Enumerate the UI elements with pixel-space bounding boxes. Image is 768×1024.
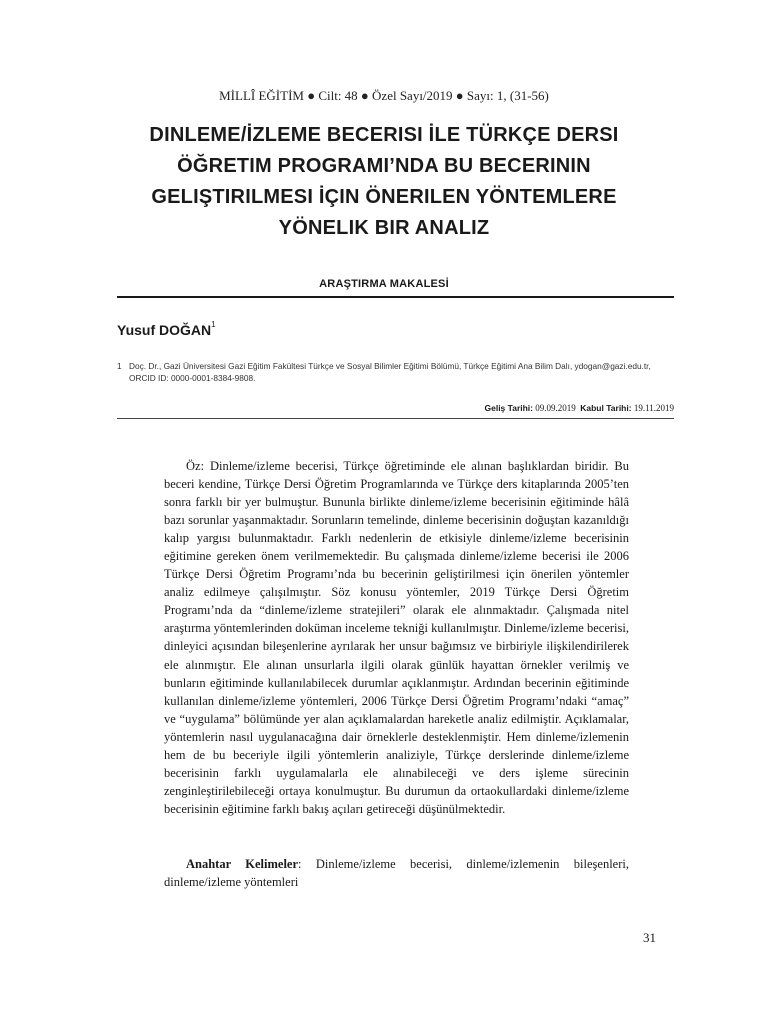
received-date: 09.09.2019 — [535, 403, 576, 413]
title-line: YÖNELIK BIR ANALIZ — [278, 217, 490, 239]
section-divider — [117, 296, 674, 298]
received-label: Geliş Tarihi: — [484, 403, 533, 413]
author-name-text: Yusuf DOĞAN — [117, 322, 212, 338]
keywords-text: : Dinleme/izleme becerisi, dinleme/izlemenin bileşenleri, dinleme/izleme yöntemleri — [164, 857, 629, 890]
article-title — [100, 120, 668, 244]
author-footnote — [117, 360, 674, 384]
title-line: GELIŞTIRILMESI İÇIN ÖNERILEN YÖNTEMLERE — [151, 186, 617, 208]
keywords-label: Anahtar Kelimeler — [186, 857, 299, 871]
page-number: 31 — [643, 930, 656, 945]
abstract — [164, 457, 629, 818]
submission-dates — [485, 403, 675, 413]
author-name — [117, 322, 216, 338]
accepted-date: 19.11.2019 — [633, 403, 674, 413]
header-divider — [117, 418, 674, 419]
abstract-label: Öz — [186, 459, 201, 473]
accepted-label: Kabul Tarihi: — [580, 403, 632, 413]
footnote-text: Doç. Dr., Gazi Üniversitesi Gazi Eğitim Fakültesi Türkçe ve Sosyal Bilimler Eğitimi Bölümü, Türkçe Eğitimi Ana Bilim Dalı, ydogan@gazi.edu.tr, ORCID ID: 0000-0001-8384-9808. — [129, 361, 651, 383]
author-footnote-mark: 1 — [211, 320, 216, 330]
title-line: DINLEME/İZLEME BECERISI İLE TÜRKÇE DERSI — [149, 124, 619, 146]
footnote-number: 1 — [117, 361, 122, 371]
article-type-label: ARAŞTIRMA MAKALESİ — [319, 278, 449, 290]
journal-header: MİLLÎ EĞİTİM ● Cilt: 48 ● Özel Sayı/2019 ● Sayı: 1, (31-56) — [219, 88, 549, 103]
keywords — [164, 855, 629, 891]
abstract-text: : Dinleme/izleme becerisi, Türkçe öğretiminde ele alınan başlıklardan biridir. Bu beceri kendine, Türkçe Dersi Öğretim Programlarında ve Türkçe ders kitaplarında 2005’ten sonra farklı bir yer bulmuştur. Bununla birlikte dinleme/izleme becerisinin eğitiminde hâlâ bazı sorunlar yaşanmaktadır. Sorunların temelinde, dinleme becerisinin doğuştan kazanıldığı kalıp yargısı bulunmaktadır. Farklı nedenlerin de etkisiyle dinleme/izleme becerisinin eğitimine gereken önem verilmemektedir. Bu çalışmada dinleme/izleme becerisi ile 2006 Türkçe Dersi Öğretim Programı’nda bu becerinin geliştirilmesi için önerilen yöntemler analiz edilmeye çalışılmıştır. Söz konusu yöntemler, 2019 Türkçe Dersi Öğretim Programı’nda da “dinleme/izleme stratejileri” olarak ele alınmaktadır. Çalışmada nitel araştırma yöntemlerinden doküman inceleme tekniği kullanılmıştır. Dinleme/izleme becerisi, dinleyici açısından bileşenlerine ayrılarak her unsur bağımsız ve birbiriyle ilişkilendirilerek ele alınmıştır. Ele alınan unsurlarla ilgili olarak günlük hayattan örnekler verilmiş ve bunların eğitiminde kullanılabilecek durumlar açıklanmıştır. Ardından becerinin eğitiminde kullanılan dinleme/izleme yöntemleri, 2006 Türkçe Dersi Öğretim Programı’ndaki “amaç” ve “uygulama” bölümünde yer alan açıklamalardan hareketle analiz edilmiştir. Açıklamalar, yöntemlerin nasıl uygulanacağına dair örneklerle desteklenmiştir. Hem dinleme/izlemenin hem de bu beceriyle ilgili yöntemlerin analiziyle, Türkçe derslerinde dinleme/izleme becerisinin farklı uygulamalarla ele alınabileceği ve ders işleme sürecinin zenginleştirilebileceği ortaya konulmuştur. Bu durumun da ortaokullardaki dinleme/izleme becerisinin eğitimine farklı bakış açıları getireceği düşünülmektedir. — [164, 459, 629, 816]
title-line: ÖĞRETIM PROGRAMI’NDA BU BECERININ — [177, 155, 591, 177]
